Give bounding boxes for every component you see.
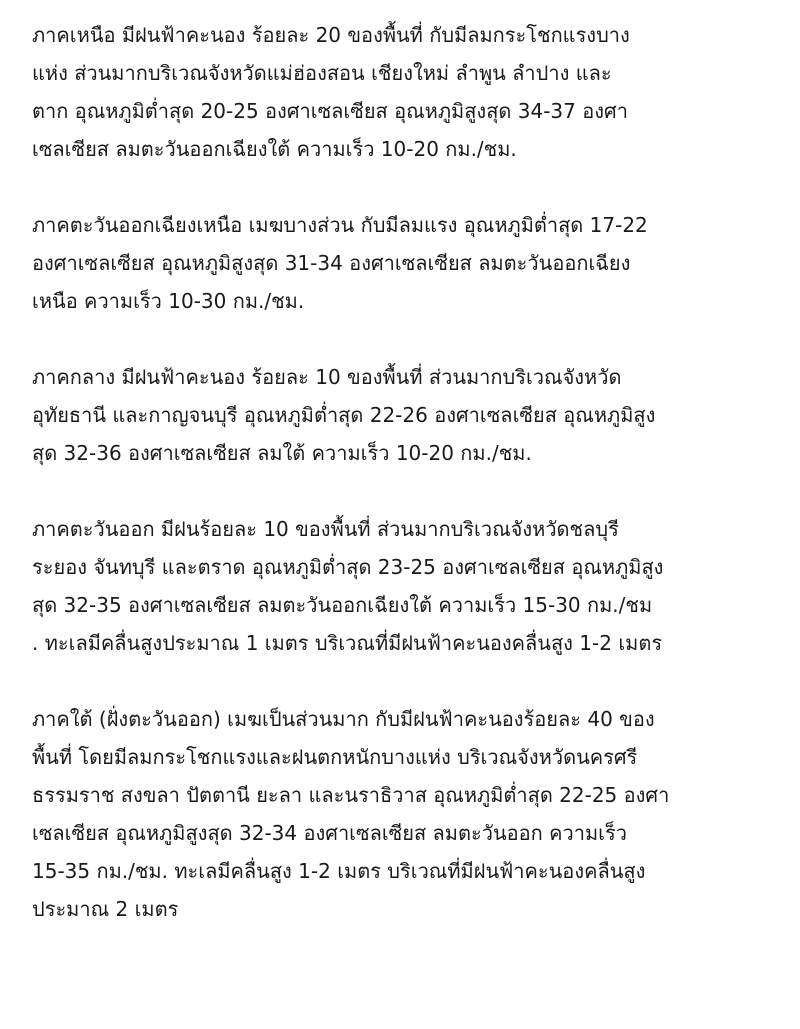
text-line: เซลเซียส ลมตะวันออกเฉียงใต้ ความเร็ว 10-20 กม./ชม. xyxy=(32,137,517,161)
text-line: ภาคตะวันออกเฉียงเหนือ เมฆบางส่วน กับมีลมแรง อุณหภูมิต่ำสุด 17-22 xyxy=(32,213,648,237)
forecast-paragraph-south-east-coast xyxy=(32,700,784,928)
text-line: ธรรมราช สงขลา ปัตตานี ยะลา และนราธิวาส อุณหภูมิต่ำสุด 22-25 องศา xyxy=(32,783,670,807)
text-line: สุด 32-35 องศาเซลเซียส ลมตะวันออกเฉียงใต้ ความเร็ว 15-30 กม./ชม xyxy=(32,593,653,617)
text-line: แห่ง ส่วนมากบริเวณจังหวัดแม่ฮ่องสอน เชียงใหม่ ลำพูน ลำปาง และ xyxy=(32,61,612,85)
forecast-paragraph-east xyxy=(32,510,784,662)
text-line: สุด 32-36 องศาเซลเซียส ลมใต้ ความเร็ว 10-20 กม./ชม. xyxy=(32,441,532,465)
text-line: ประมาณ 2 เมตร xyxy=(32,897,179,921)
weather-forecast-article xyxy=(32,16,784,928)
text-line: เซลเซียส อุณหภูมิสูงสุด 32-34 องศาเซลเซียส ลมตะวันออก ความเร็ว xyxy=(32,821,627,845)
forecast-paragraph-central xyxy=(32,358,784,472)
forecast-paragraph-northeast xyxy=(32,206,784,320)
text-line: . ทะเลมีคลื่นสูงประมาณ 1 เมตร บริเวณที่มีฝนฟ้าคะนองคลื่นสูง 1-2 เมตร xyxy=(32,631,663,655)
text-line: องศาเซลเซียส อุณหภูมิสูงสุด 31-34 องศาเซลเซียส ลมตะวันออกเฉียง xyxy=(32,251,631,275)
text-line: ระยอง จันทบุรี และตราด อุณหภูมิต่ำสุด 23-25 องศาเซลเซียส อุณหภูมิสูง xyxy=(32,555,664,579)
text-line: เหนือ ความเร็ว 10-30 กม./ชม. xyxy=(32,289,305,313)
text-line: ภาคเหนือ มีฝนฟ้าคะนอง ร้อยละ 20 ของพื้นที่ กับมีลมกระโชกแรงบาง xyxy=(32,23,630,47)
forecast-paragraph-north xyxy=(32,16,784,168)
text-line: ตาก อุณหภูมิต่ำสุด 20-25 องศาเซลเซียส อุณหภูมิสูงสุด 34-37 องศา xyxy=(32,99,628,123)
text-line: ภาคใต้ (ฝั่งตะวันออก) เมฆเป็นส่วนมาก กับมีฝนฟ้าคะนองร้อยละ 40 ของ xyxy=(32,707,655,731)
text-line: ภาคกลาง มีฝนฟ้าคะนอง ร้อยละ 10 ของพื้นที่ ส่วนมากบริเวณจังหวัด xyxy=(32,365,622,389)
text-line: 15-35 กม./ชม. ทะเลมีคลื่นสูง 1-2 เมตร บริเวณที่มีฝนฟ้าคะนองคลื่นสูง xyxy=(32,859,646,883)
text-line: ภาคตะวันออก มีฝนร้อยละ 10 ของพื้นที่ ส่วนมากบริเวณจังหวัดชลบุรี xyxy=(32,517,619,541)
text-line: พื้นที่ โดยมีลมกระโชกแรงและฝนตกหนักบางแห่ง บริเวณจังหวัดนครศรี xyxy=(32,745,638,769)
text-line: อุทัยธานี และกาญจนบุรี อุณหภูมิต่ำสุด 22-26 องศาเซลเซียส อุณหภูมิสูง xyxy=(32,403,656,427)
